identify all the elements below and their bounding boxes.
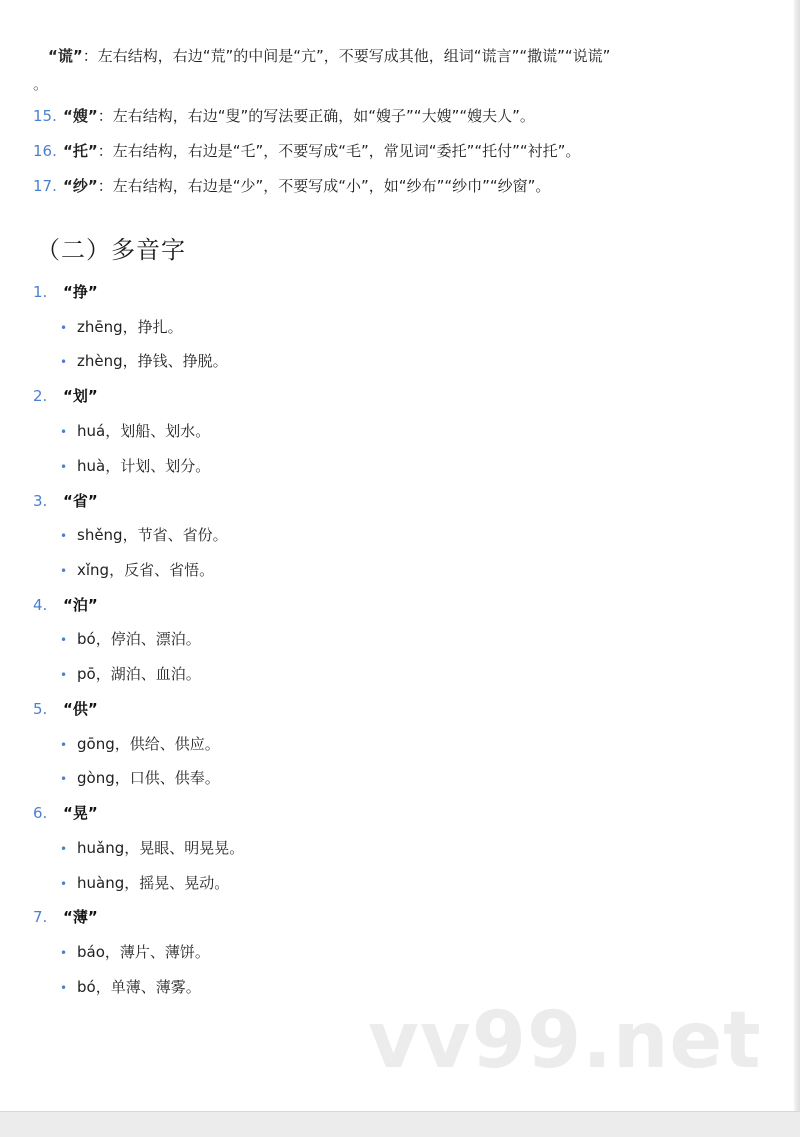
bullet-icon: • [60,425,68,439]
item-text: ：左右结构，右边“叟”的写法要正确，如“嫂子”“大嫂”“嫂夫人”。 [97,107,535,125]
item-char: “纱” [63,177,98,195]
intro-continuation: 。 [33,75,49,93]
bullet-icon: • [60,981,68,995]
polyphone-number: 6. [33,804,48,822]
reading-item [60,872,229,893]
watermark: vv99.net [368,996,762,1086]
reading-text: shěng，节省、省份。 [77,526,228,544]
reading-text: xǐng，反省、省悟。 [77,561,215,579]
reading-item [60,628,201,649]
reading-text: zhèng，挣钱、挣脱。 [77,352,228,370]
item-number: 16. [33,142,57,160]
bullet-icon: • [60,564,68,578]
reading-text: bó，单薄、薄雾。 [77,978,201,996]
reading-item [60,350,228,371]
list-item [33,175,550,197]
polyphone-heading [33,385,98,406]
reading-text: huǎng，晃眼、明晃晃。 [77,839,245,857]
reading-item [60,559,214,580]
polyphone-number: 7. [33,908,48,926]
reading-item [60,663,201,684]
bullet-icon: • [60,529,68,543]
item-char: “托” [63,142,98,160]
polyphone-char: “挣” [63,283,98,301]
list-item [33,140,580,162]
intro-line [48,45,610,67]
bottom-scroll-bar[interactable] [0,1111,800,1137]
item-number: 15. [33,107,57,125]
bullet-icon: • [60,460,68,474]
reading-text: huàng，摇晃、晃动。 [77,874,230,892]
reading-text: báo，薄片、薄饼。 [77,943,210,961]
reading-text: pō，湖泊、血泊。 [77,665,201,683]
bullet-icon: • [60,772,68,786]
polyphone-char: “晃” [63,804,98,822]
polyphone-char: “薄” [63,908,98,926]
bullet-icon: • [60,946,68,960]
intro-text: ：左右结构，右边“荒”的中间是“亢”，不要写成其他，组词“谎言”“撒谎”“说谎” [82,47,611,65]
polyphone-heading [33,802,98,823]
polyphone-number: 1. [33,283,48,301]
polyphone-char: “供” [63,700,98,718]
polyphone-number: 3. [33,492,48,510]
polyphone-heading [33,281,98,302]
page-edge [794,0,800,1112]
bullet-icon: • [60,321,68,335]
reading-text: gòng，口供、供奉。 [77,769,220,787]
reading-text: huá，划船、划水。 [77,422,211,440]
polyphone-number: 5. [33,700,48,718]
section-title: （二）多音字 [36,236,186,264]
reading-item [60,941,210,962]
polyphone-char: “泊” [63,596,98,614]
item-char: “嫂” [63,107,98,125]
bullet-icon: • [60,877,68,891]
polyphone-heading [33,698,98,719]
reading-text: bó，停泊、漂泊。 [77,630,201,648]
reading-item [60,316,183,337]
bullet-icon: • [60,633,68,647]
polyphone-heading [33,906,98,927]
polyphone-char: “划” [63,387,98,405]
polyphone-heading [33,594,98,615]
polyphone-char: “省” [63,492,98,510]
bullet-icon: • [60,668,68,682]
bullet-icon: • [60,842,68,856]
item-text: ：左右结构，右边是“少”，不要写成“小”，如“纱布”“纱巾”“纱窗”。 [97,177,551,195]
bullet-icon: • [60,355,68,369]
list-item [33,105,535,127]
reading-item [60,733,220,754]
bullet-icon: • [60,738,68,752]
polyphone-number: 2. [33,387,48,405]
reading-item [60,455,210,476]
reading-item [60,420,210,441]
reading-item [60,837,244,858]
reading-text: zhēng，挣扎。 [77,318,183,336]
reading-item [60,976,201,997]
item-text: ：左右结构，右边是“乇”，不要写成“毛”，常见词“委托”“托付”“衬托”。 [97,142,581,160]
reading-item [60,767,220,788]
reading-item [60,524,228,545]
reading-text: gōng，供给、供应。 [77,735,220,753]
polyphone-heading [33,490,98,511]
polyphone-number: 4. [33,596,48,614]
item-number: 17. [33,177,57,195]
intro-char: “谎” [48,47,83,65]
reading-text: huà，计划、划分。 [77,457,211,475]
